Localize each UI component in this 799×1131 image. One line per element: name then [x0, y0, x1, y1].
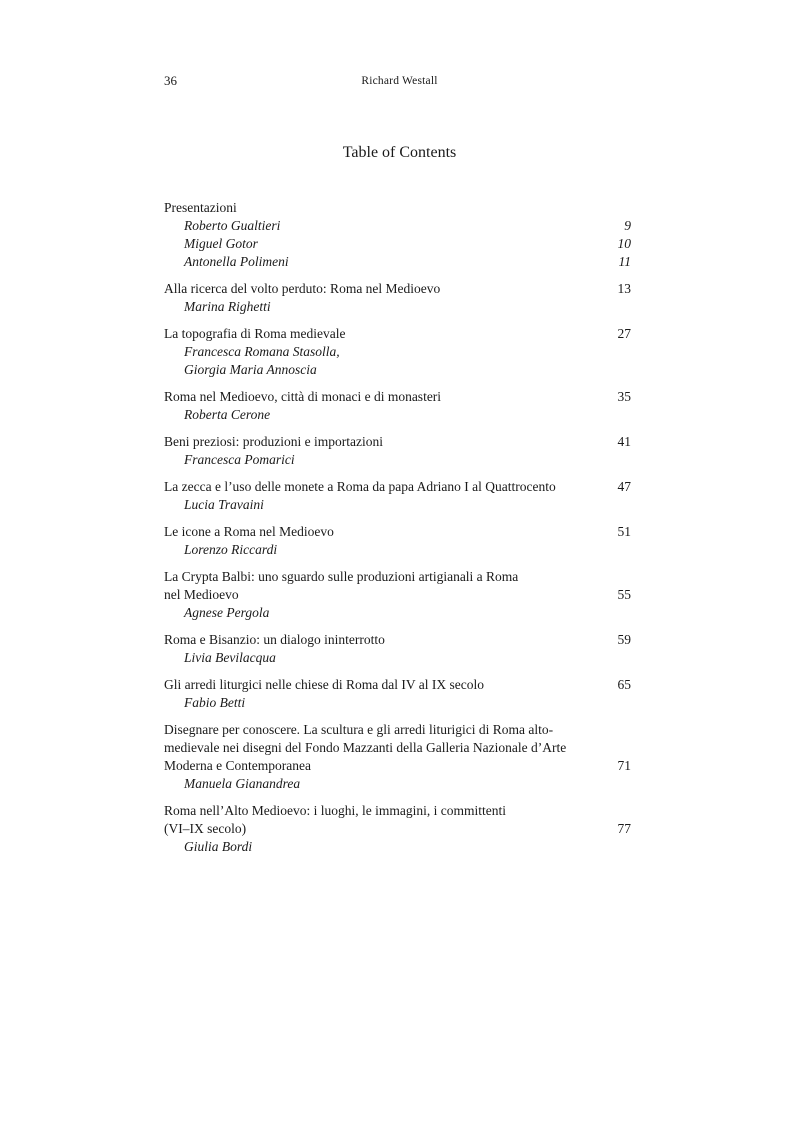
author-name: Giulia Bordi — [184, 839, 253, 854]
toc-entry-author — [164, 298, 631, 316]
toc-page-number: 47 — [617, 479, 631, 494]
toc-entry-title — [164, 433, 631, 451]
toc-entry-author — [164, 406, 631, 424]
toc-page-number: 10 — [617, 236, 631, 251]
toc-entry-title — [164, 388, 631, 406]
toc-entry-title — [164, 631, 631, 649]
toc-entry — [164, 802, 631, 856]
toc-entry-title — [164, 586, 631, 604]
toc-entry — [164, 280, 631, 316]
chapter-title: (VI–IX secolo) — [164, 821, 247, 836]
toc-page-number: 13 — [617, 281, 631, 296]
toc-entry-author — [164, 343, 631, 361]
toc-entry-title — [164, 757, 631, 775]
toc-entry-title — [164, 523, 631, 541]
toc-entry — [164, 523, 631, 559]
author-name: Miguel Gotor — [184, 236, 258, 251]
toc-page-number: 71 — [617, 758, 631, 773]
author-name: Antonella Polimeni — [184, 254, 289, 269]
toc-entry-author — [164, 838, 631, 856]
toc-page-number: 11 — [618, 254, 631, 269]
author-name: Livia Bevilacqua — [184, 650, 276, 665]
toc-entry-title — [164, 325, 631, 343]
toc-page-number: 77 — [617, 821, 631, 836]
author-name: Marina Righetti — [184, 299, 271, 314]
toc-entry — [164, 199, 631, 271]
author-name: Giorgia Maria Annoscia — [184, 362, 317, 377]
chapter-title: Roma nel Medioevo, città di monaci e di monasteri — [164, 389, 442, 404]
toc-entry-author — [164, 253, 631, 271]
author-name: Roberta Cerone — [184, 407, 271, 422]
author-name: Francesca Pomarici — [184, 452, 295, 467]
toc-entry-author — [164, 235, 631, 253]
toc-page-number: 65 — [617, 677, 631, 692]
author-name: Francesca Romana Stasolla, — [184, 344, 340, 359]
toc-entry-author — [164, 496, 631, 514]
toc-page-number: 55 — [617, 587, 631, 602]
table-of-contents — [164, 199, 631, 865]
author-name: Manuela Gianandrea — [184, 776, 301, 791]
toc-entry-title — [164, 478, 631, 496]
chapter-title: La Crypta Balbi: uno sguardo sulle produzioni artigianali a Roma — [164, 569, 519, 584]
toc-entry-title — [164, 280, 631, 298]
toc-page-number: 59 — [617, 632, 631, 647]
toc-page-number: 35 — [617, 389, 631, 404]
toc-page-number: 41 — [617, 434, 631, 449]
toc-entry-title — [164, 568, 631, 586]
chapter-title: Roma e Bisanzio: un dialogo ininterrotto — [164, 632, 385, 647]
toc-entry — [164, 721, 631, 793]
author-name: Lucia Travaini — [184, 497, 264, 512]
running-head: Richard Westall — [361, 75, 438, 87]
chapter-title: nel Medioevo — [164, 587, 239, 602]
toc-page-number: 9 — [624, 218, 631, 233]
page-number: 36 — [164, 73, 177, 88]
author-name: Roberto Gualtieri — [184, 218, 281, 233]
toc-entry-author — [164, 604, 631, 622]
chapter-title: Moderna e Contemporanea — [164, 758, 311, 773]
toc-entry-author — [164, 361, 631, 379]
author-name: Lorenzo Riccardi — [184, 542, 278, 557]
toc-entry — [164, 433, 631, 469]
author-name: Fabio Betti — [184, 695, 246, 710]
toc-entry-title — [164, 676, 631, 694]
toc-entry — [164, 478, 631, 514]
toc-entry — [164, 568, 631, 622]
toc-entry-author — [164, 451, 631, 469]
toc-entry-title — [164, 199, 631, 217]
chapter-title: Roma nell’Alto Medioevo: i luoghi, le immagini, i committenti — [164, 803, 506, 818]
toc-entry-author — [164, 649, 631, 667]
toc-entry-title — [164, 802, 631, 820]
toc-page-number: 51 — [617, 524, 631, 539]
chapter-title: Beni preziosi: produzioni e importazioni — [164, 434, 383, 449]
toc-entry-author — [164, 541, 631, 559]
toc-entry — [164, 325, 631, 379]
toc-entry-author — [164, 217, 631, 235]
toc-entry-author — [164, 694, 631, 712]
toc-title: Table of Contents — [342, 144, 457, 161]
chapter-title: Le icone a Roma nel Medioevo — [164, 524, 334, 539]
toc-entry-title — [164, 820, 631, 838]
chapter-title: Gli arredi liturgici nelle chiese di Roma dal IV al IX secolo — [164, 677, 485, 692]
toc-entry — [164, 388, 631, 424]
toc-entry-title — [164, 721, 631, 739]
chapter-title: Presentazioni — [164, 200, 237, 215]
toc-entry-author — [164, 775, 631, 793]
author-name: Agnese Pergola — [184, 605, 270, 620]
toc-entry — [164, 631, 631, 667]
toc-page-number: 27 — [617, 326, 631, 341]
chapter-title: La zecca e l’uso delle monete a Roma da papa Adriano I al Quattrocento — [164, 479, 556, 494]
chapter-title: Alla ricerca del volto perduto: Roma nel Medioevo — [164, 281, 441, 296]
toc-entry — [164, 676, 631, 712]
chapter-title: La topografia di Roma medievale — [164, 326, 346, 341]
toc-entry-title — [164, 739, 631, 757]
chapter-title: medievale nei disegni del Fondo Mazzanti della Galleria Nazionale d’Arte — [164, 740, 567, 755]
chapter-title: Disegnare per conoscere. La scultura e gli arredi liturigici di Roma alto- — [164, 722, 554, 737]
